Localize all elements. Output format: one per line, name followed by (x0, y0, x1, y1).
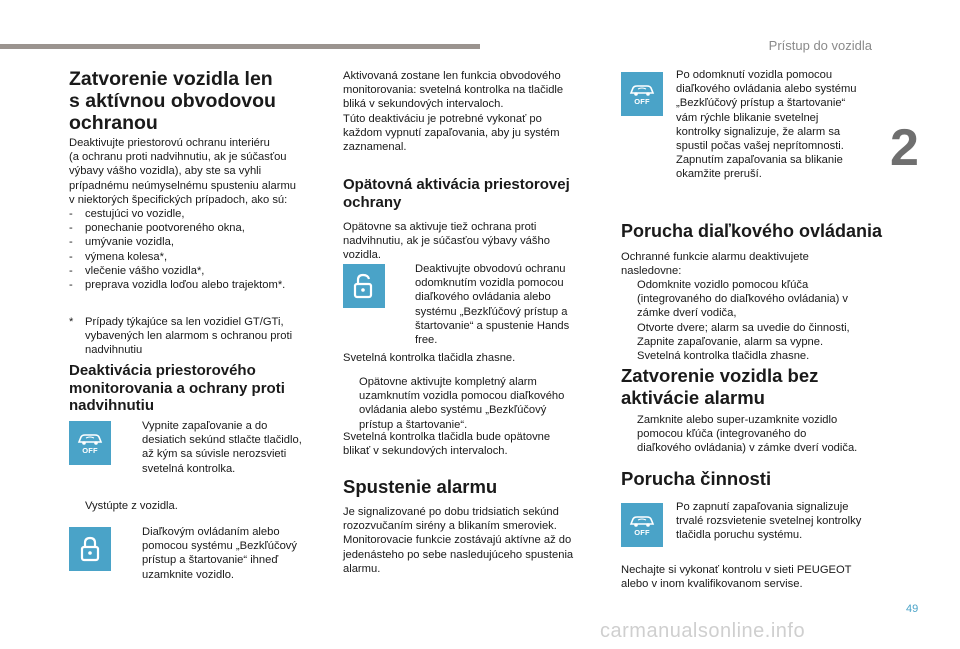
bullet-icon (126, 525, 142, 582)
after-unlock-text: Po odomknutí vozidla pomocou diaľkového ovládania alebo systému „Bezkľúčový prístup a štartovanie“ vám rýchle blikanie svetelnej kontrolky signalizuje, že alarm sa spustil počas vašej neprítomnosti. Zapnutím zapaľovania sa blikanie okamžite preruší. (676, 69, 857, 181)
chapter-number: 2 (890, 119, 919, 177)
heading-remote-fault: Porucha diaľkového ovládania (621, 221, 883, 241)
list-item: Otvorte dvere; alarm sa uvedie do činnosti, (621, 321, 883, 335)
heading-lock-no-alarm: Zatvorenie vozidla bez aktivácie alarmu (621, 365, 819, 408)
perimeter-active-text: Aktivovaná zostane len funkcia obvodového monitorovania: svetelná kontrolka na tlačidle bliká v sekundových intervaloch. Túto deaktiváciu je potrebné vykonať po každom vypnutí zapaľovania, aby ju systém zaznamenal. (343, 70, 564, 154)
light-off-text: Svetelná kontrolka tlačidla zhasne. (343, 352, 516, 364)
step-reactivate: Opätovne aktivujte kompletný alarm uzamknutím vozidla pomocou diaľkového ovládania alebo systému „Bezkľúčový prístup a štartovanie“. (343, 375, 603, 432)
off-label: OFF (634, 96, 650, 106)
list-item: Odomknite vozidlo pomocou kľúča (integrovaného do diaľkového ovládania) v zámke dverí vodiča, (621, 278, 883, 321)
bullet-icon (621, 278, 637, 321)
intro-text: Deaktivujte priestorovú ochranu interiéru (a ochranu proti nadvihnutiu, ak je súčasťou výbavy vášho vozidla), aby ste sa vyhli prípadnému neúmyselnému spusteniu alarmu v niektorých špecifických prípadoch, ako sú: (69, 137, 296, 206)
watermark: carmanualsonline.info (600, 620, 806, 642)
step-ignition: Vypnite zapaľovanie a do desiatich sekúnd stlačte tlačidlo, až kým sa súvisle nerozsvieti svetelná kontrolka. (126, 419, 321, 476)
bullet-icon (343, 375, 359, 432)
off-label: OFF (82, 445, 98, 455)
unlock-icon (343, 264, 385, 308)
lock-icon (69, 527, 111, 571)
off-label: OFF (634, 527, 650, 537)
remote-fault-text: Ochranné funkcie alarmu deaktivujete nasledovne: (621, 251, 809, 278)
heading-malfunction: Porucha činnosti (621, 468, 772, 489)
list-item: - preprava vozidla loďou alebo trajektom*. (69, 279, 286, 292)
service-check-text: Nechajte si vykonať kontrolu v sieti PEUGEOT alebo v inom kvalifikovanom servise. (621, 564, 852, 591)
heading-deactivation: Deaktivácia priestorového monitorovania a ochrany proti nadvihnutiu (69, 362, 285, 414)
step-lock: Diaľkovým ovládaním alebo pomocou systému „Bezkľúčový prístup a štartovanie“ ihneď uzamknite vozidlo. (126, 525, 321, 582)
triggering-text: Je signalizované po dobu tridsiatich sekúnd rozozvučaním sirény a blikaním smeroviek. Monitorovacie funkcie zostávajú aktívne až do jedenásteho po sebe nasledujúceho spustenia alarmu. (343, 506, 574, 575)
list-item: - ponechanie pootvoreného okna, (69, 222, 245, 235)
step-unlock: Deaktivujte obvodovú ochranu odomknutím vozidla pomocou diaľkového ovládania alebo systému „Bezkľúčový prístup a štartovanie“ a spustenie Hands free. (399, 262, 599, 347)
footnote (69, 315, 319, 358)
list-item: Zapnite zapaľovanie, alarm sa vypne. Svetelná kontrolka tlačidla zhasne. (621, 335, 883, 363)
footnote-text: Prípady týkajúce sa len vozidiel GT/GTi, vybavených len alarmom s ochranou proti nadvihnutiu (85, 316, 293, 357)
step-exit: Vystúpte z vozidla. (69, 499, 319, 513)
light-blink-text: Svetelná kontrolka tlačidla bude opätovne blikať v sekundových intervaloch. (343, 431, 551, 458)
list-item: - cestujúci vo vozidle, (69, 208, 185, 220)
remote-steps (621, 278, 883, 363)
list-item: - umývanie vozidla, (69, 236, 174, 249)
car-icon (628, 514, 656, 528)
footnote-mark: * (69, 316, 74, 328)
list-item: - výmena kolesa*, (69, 250, 168, 263)
car-icon (628, 83, 656, 97)
reactivation-text: Opätovne sa aktivuje tiež ochrana proti nadvihnutiu, ak je súčasťou výbavy vášho vozidla. (343, 221, 550, 262)
section-title: Prístup do vozidla (768, 38, 872, 53)
step-lock-key: Zamknite alebo super-uzamknite vozidlo pomocou kľúča (integrovaného do diaľkového ovládania) v zámke dverí vodiča. (621, 413, 891, 456)
bullet-icon (621, 321, 637, 335)
off-button-icon (621, 72, 663, 116)
off-button-icon (69, 421, 111, 465)
bullet-icon (621, 335, 637, 363)
list-item: - vlečenie vášho vozidla*, (69, 264, 205, 277)
heading-reactivation: Opätovná aktivácia priestorovej ochrany (343, 176, 570, 211)
bullet-icon (69, 499, 85, 513)
bullet-icon (399, 262, 415, 347)
header-bar (0, 44, 480, 49)
bullet-icon (621, 413, 637, 456)
bullet-icon (126, 419, 142, 476)
page-number: 49 (906, 603, 919, 615)
title-perimeter-only: Zatvorenie vozidla len s aktívnou obvodovou ochranou (69, 68, 276, 134)
off-button-icon (621, 503, 663, 547)
car-icon (76, 432, 104, 446)
cases-list (69, 207, 319, 292)
heading-triggering: Spustenie alarmu (343, 476, 498, 497)
malfunction-text: Po zapnutí zapaľovania signalizuje trvalé rozsvietenie svetelnej kontrolky tlačidla poruchu systému. (676, 501, 862, 542)
